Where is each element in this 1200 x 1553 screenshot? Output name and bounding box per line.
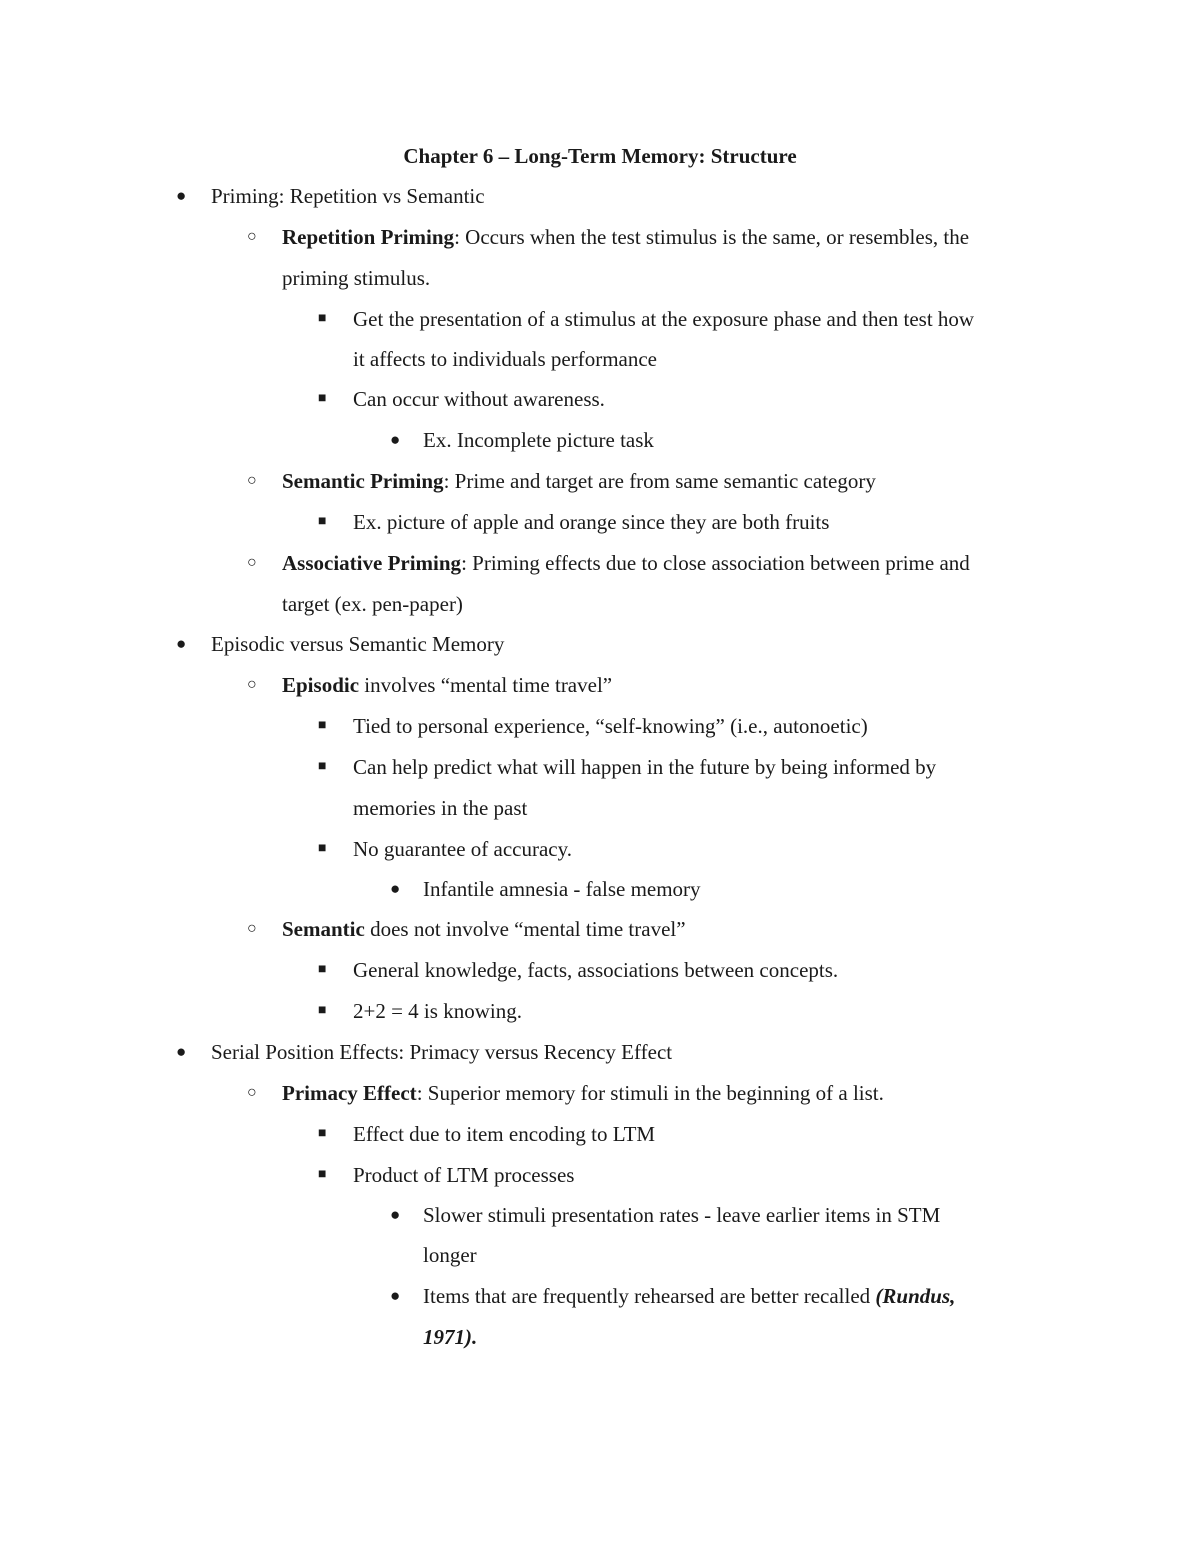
bullet-square: ■ bbox=[318, 962, 327, 977]
bullet-circle: ○ bbox=[247, 472, 257, 489]
list-item: Can occur without awareness. bbox=[353, 387, 605, 411]
citation-continuation: 1971). bbox=[423, 1325, 478, 1349]
list-item-episodic-vs-semantic: Episodic versus Semantic Memory bbox=[211, 632, 505, 656]
list-item: Get the presentation of a stimulus at the exposure phase and then test how bbox=[353, 307, 975, 331]
list-item: Ex. picture of apple and orange since they are both fruits bbox=[353, 510, 830, 534]
term-primacy-effect: Primacy Effect bbox=[282, 1081, 417, 1105]
list-item-associative-priming bbox=[282, 549, 970, 577]
bullet-circle: ○ bbox=[247, 1084, 257, 1101]
page-title: Chapter 6 – Long-Term Memory: Structure bbox=[403, 144, 797, 168]
list-item-text: Items that are frequently rehearsed are better recalled bbox=[423, 1284, 876, 1308]
term-associative-priming: Associative Priming bbox=[282, 551, 462, 575]
definition-text: involves “mental time travel” bbox=[359, 673, 613, 697]
term-repetition-priming: Repetition Priming bbox=[282, 225, 455, 249]
definition-text: does not involve “mental time travel” bbox=[364, 917, 686, 941]
term-semantic-priming: Semantic Priming bbox=[282, 469, 444, 493]
term-semantic: Semantic bbox=[282, 917, 365, 941]
bullet-circle: ○ bbox=[247, 554, 257, 571]
continuation-text: priming stimulus. bbox=[282, 266, 431, 290]
list-item: Ex. Incomplete picture task bbox=[423, 428, 654, 452]
list-item-episodic bbox=[282, 671, 612, 699]
continuation-text: longer bbox=[423, 1243, 477, 1267]
bullet-square: ■ bbox=[318, 759, 327, 774]
bullet-square: ■ bbox=[318, 391, 327, 406]
list-item: Slower stimuli presentation rates - leave earlier items in STM bbox=[423, 1203, 941, 1227]
list-item: Can help predict what will happen in the future by being informed by bbox=[353, 755, 937, 779]
list-item: Effect due to item encoding to LTM bbox=[353, 1122, 656, 1146]
list-item-semantic bbox=[282, 915, 686, 943]
bullet-disc: ● bbox=[176, 634, 187, 653]
definition-text: : Occurs when the test stimulus is the same, or resembles, the bbox=[454, 225, 970, 249]
bullet-square: ■ bbox=[318, 1167, 327, 1182]
list-item: 2+2 = 4 is knowing. bbox=[353, 999, 522, 1023]
bullet-circle: ○ bbox=[247, 920, 257, 937]
bullet-square: ■ bbox=[318, 1003, 327, 1018]
bullet-disc: ● bbox=[390, 879, 401, 898]
definition-text: : Superior memory for stimuli in the beginning of a list. bbox=[416, 1081, 884, 1105]
bullet-square: ■ bbox=[318, 718, 327, 733]
bullet-square: ■ bbox=[318, 514, 327, 529]
list-item-primacy-effect bbox=[282, 1079, 884, 1107]
definition-text: : Priming effects due to close association between prime and bbox=[461, 551, 970, 575]
definition-text: : Prime and target are from same semantic category bbox=[443, 469, 876, 493]
list-item-semantic-priming bbox=[282, 467, 876, 495]
term-episodic: Episodic bbox=[282, 673, 360, 697]
list-item: Tied to personal experience, “self-knowing” (i.e., autonoetic) bbox=[353, 714, 868, 738]
continuation-text: target (ex. pen-paper) bbox=[282, 592, 463, 616]
bullet-circle: ○ bbox=[247, 676, 257, 693]
list-item bbox=[423, 1282, 955, 1310]
bullet-disc: ● bbox=[390, 430, 401, 449]
bullet-disc: ● bbox=[176, 186, 187, 205]
bullet-square: ■ bbox=[318, 1126, 327, 1141]
citation: (Rundus, bbox=[875, 1284, 956, 1308]
bullet-disc: ● bbox=[390, 1286, 401, 1305]
list-item: General knowledge, facts, associations between concepts. bbox=[353, 958, 839, 982]
bullet-circle: ○ bbox=[247, 228, 257, 245]
list-item-serial-position: Serial Position Effects: Primacy versus Recency Effect bbox=[211, 1040, 673, 1064]
bullet-disc: ● bbox=[390, 1205, 401, 1224]
list-item: No guarantee of accuracy. bbox=[353, 837, 573, 861]
bullet-square: ■ bbox=[318, 841, 327, 856]
bullet-disc: ● bbox=[176, 1042, 187, 1061]
list-item: Product of LTM processes bbox=[353, 1163, 575, 1187]
continuation-text: it affects to individuals performance bbox=[353, 347, 658, 371]
bullet-square: ■ bbox=[318, 311, 327, 326]
continuation-text: memories in the past bbox=[353, 796, 528, 820]
list-item: Infantile amnesia - false memory bbox=[423, 877, 701, 901]
list-item-priming: Priming: Repetition vs Semantic bbox=[211, 184, 485, 208]
list-item-repetition-priming bbox=[282, 223, 969, 251]
